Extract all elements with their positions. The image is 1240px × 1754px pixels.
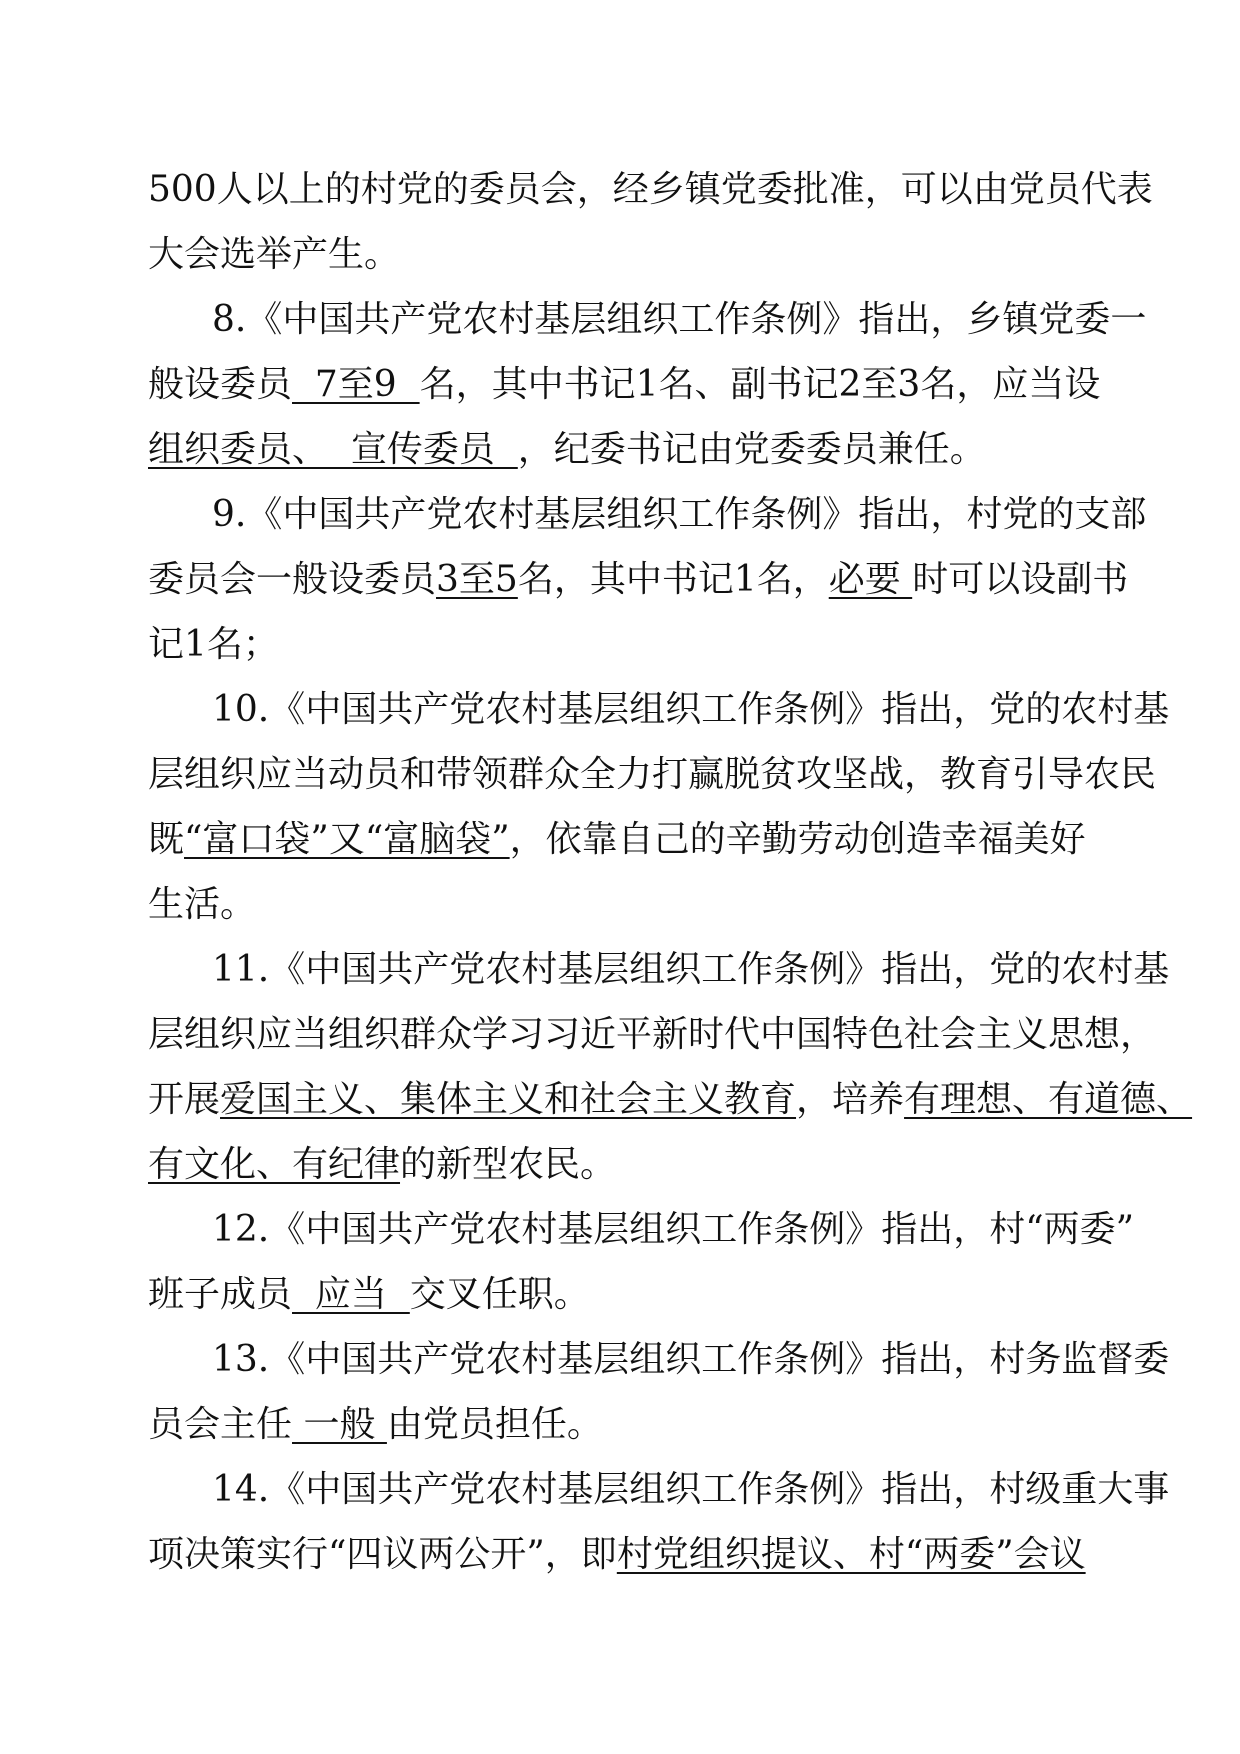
text-line [148,621,279,669]
text-segment: ，依靠自己的辛勤劳动创造幸福美好 [509,819,1086,860]
text-segment: 项决策实行“四议两公开”，即 [148,1534,617,1575]
text-segment: 的新型农民。 [400,1144,617,1185]
text-segment: 14.《中国共产党农村基层组织工作条例》指出，村级重大事 [212,1469,1170,1510]
text-segment: 500人以上的村党的委员会，经乡镇党委批准，可以由党员代表 [148,169,1153,210]
text-segment: 层组织应当组织群众学习习近平新时代中国特色社会主义思想， [148,1014,1157,1055]
text-segment: 开展 [148,1079,221,1120]
text-line [148,881,256,929]
underlined-answer: 村党组织提议、村“两委”会议 [616,1534,1086,1575]
underlined-answer: 应当 [292,1274,410,1315]
text-segment: 名，其中书记1名， [517,559,829,600]
underlined-answer: 有理想、有道德、 [904,1079,1193,1120]
question-11-line [212,946,1169,994]
underlined-answer: 必要 [828,559,913,600]
text-segment: 8.《中国共产党农村基层组织工作条例》指出，乡镇党委一 [212,299,1147,340]
text-segment: 12.《中国共产党农村基层组织工作条例》指出，村“两委” [212,1209,1135,1250]
text-segment: 9.《中国共产党农村基层组织工作条例》指出，村党的支部 [212,494,1147,535]
text-line [148,1531,1086,1579]
underlined-answer: 7至9 [292,364,420,405]
underlined-answer: 有文化、有纪律 [148,1144,401,1185]
text-line [148,1271,590,1319]
question-8-line [212,296,1146,344]
underlined-answer: 爱国主义、集体主义和社会主义教育 [220,1079,797,1120]
text-line [148,361,1100,409]
underlined-answer: 一般 [292,1404,387,1445]
question-9-line [212,491,1146,539]
text-line [148,231,400,279]
text-segment: 委员会一般设委员 [148,559,437,600]
text-segment: 大会选举产生。 [148,234,401,275]
text-segment: 般设委员 [148,364,293,405]
text-line [148,556,1128,604]
text-segment: 13.《中国共产党农村基层组织工作条例》指出，村务监督委 [212,1339,1170,1380]
text-segment: 11.《中国共产党农村基层组织工作条例》指出，党的农村基 [212,949,1170,990]
text-segment: 时可以设副书 [912,559,1129,600]
text-line [148,816,1086,864]
question-14-line [212,1466,1169,1514]
underlined-answer: “富口袋”又“富脑袋” [184,819,510,860]
text-segment: 层组织应当动员和带领群众全力打赢脱贫攻坚战，教育引导农民 [148,754,1157,795]
text-segment: 班子成员 [148,1274,293,1315]
text-line [148,1141,616,1189]
text-segment: 由党员担任。 [386,1404,603,1445]
text-line [148,1401,603,1449]
text-line [148,166,1153,214]
text-segment: 既 [148,819,185,860]
underlined-answer: 3至5 [436,559,518,600]
text-segment: 名，其中书记1名、副书记2至3名，应当设 [419,364,1101,405]
text-segment: 员会主任 [148,1404,293,1445]
underlined-answer: 组织委员、 宣传委员 [148,429,518,470]
text-line [148,1011,1156,1059]
question-12-line [212,1206,1134,1254]
text-line [148,426,986,474]
text-segment: ，纪委书记由党委委员兼任。 [517,429,986,470]
text-segment: 10.《中国共产党农村基层组织工作条例》指出，党的农村基 [212,689,1170,730]
question-10-line [212,686,1169,734]
question-13-line [212,1336,1169,1384]
text-segment: 交叉任职。 [409,1274,590,1315]
text-segment: 记1名； [148,624,279,665]
text-line [148,751,1156,799]
text-segment: 生活。 [148,884,257,925]
text-segment: ，培养 [796,1079,905,1120]
text-line [148,1076,1192,1124]
